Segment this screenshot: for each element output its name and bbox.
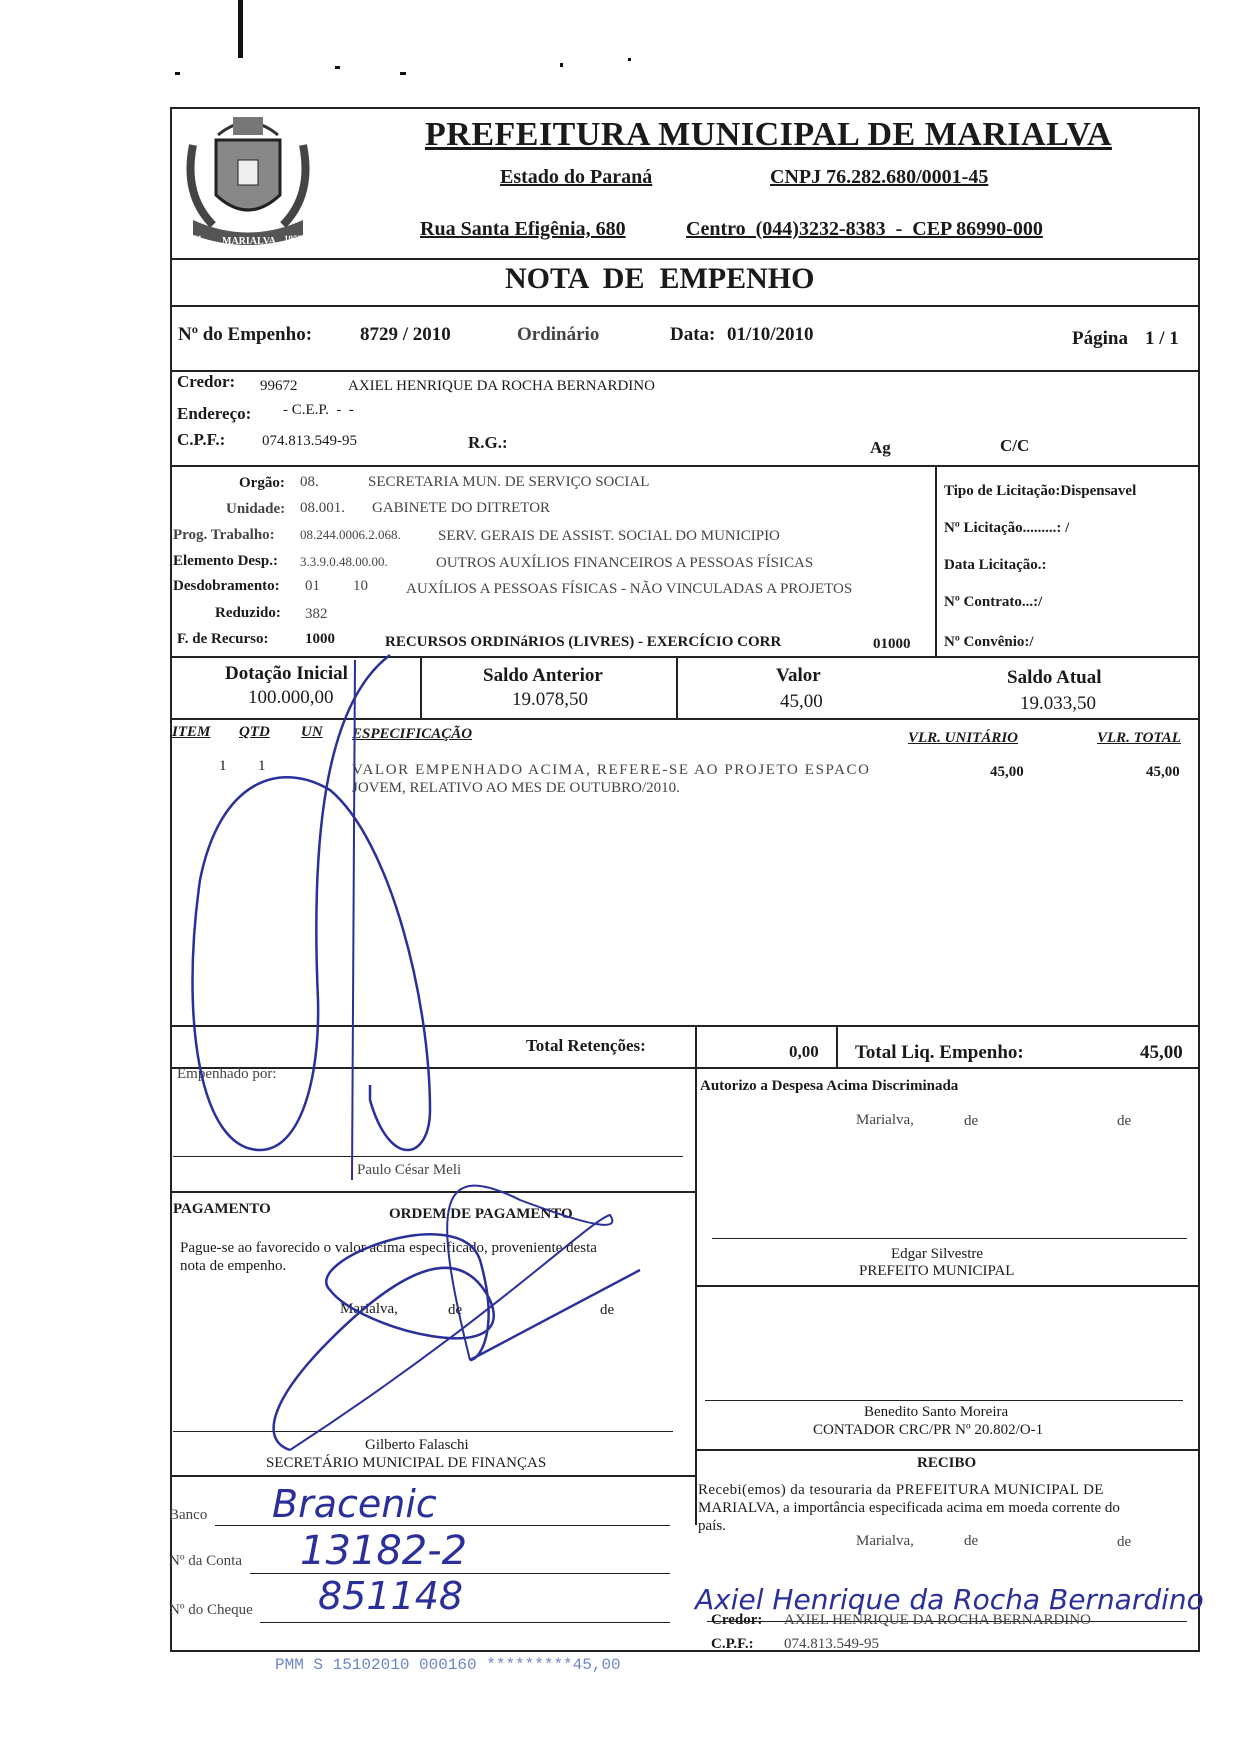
total-retencoes-label: Total Retenções:	[526, 1036, 646, 1055]
reduzido-code: 382	[305, 606, 328, 622]
col-un: UN	[301, 724, 323, 740]
pagamento-label: PAGAMENTO	[173, 1201, 271, 1217]
header-street: Rua Santa Efigênia, 680	[420, 218, 626, 240]
recurso-number: 01000	[873, 636, 911, 652]
numero-convenio: Nº Convênio:/	[944, 634, 1034, 650]
total-retencoes-value: 0,00	[789, 1042, 819, 1061]
total-liquido-label: Total Liq. Empenho:	[855, 1042, 1024, 1063]
seal-text: MARIALVA	[222, 236, 276, 247]
autorizo-de1: de	[964, 1113, 979, 1129]
pagamento-place: Marialva,	[340, 1301, 398, 1317]
recibo-cpf-label: C.P.F.:	[711, 1636, 754, 1652]
ordem-pagamento: ORDEM DE PAGAMENTO	[389, 1206, 573, 1222]
empenho-type: Ordinário	[517, 324, 600, 345]
empenho-date-label: Data:	[670, 324, 716, 345]
pagamento-text2: nota de empenho.	[180, 1258, 287, 1274]
empenho-number: 8729 / 2010	[360, 324, 451, 345]
cc-label: C/C	[1000, 436, 1030, 455]
item-unit-value: 45,00	[990, 764, 1024, 780]
page-label: Página	[1072, 328, 1128, 349]
recibo-credor-name: AXIEL HENRIQUE DA ROCHA BERNARDINO	[784, 1612, 1091, 1628]
header-state: Estado do Paraná	[500, 166, 653, 188]
numero-contrato: Nº Contrato...:/	[944, 594, 1043, 610]
secretario-role: SECRETÁRIO MUNICIPAL DE FINANÇAS	[266, 1455, 547, 1471]
prog-desc: SERV. GERAIS DE ASSIST. SOCIAL DO MUNICIPIO	[438, 528, 780, 544]
scan-mark	[560, 63, 563, 67]
orgao-code: 08.	[300, 474, 319, 490]
endereco-value: - C.E.P. - -	[283, 402, 354, 418]
desdobramento-label: Desdobramento:	[173, 578, 280, 594]
total-liquido-value: 45,00	[1140, 1042, 1183, 1063]
recurso-desc: RECURSOS ORDINáRIOS (LIVRES) - EXERCÍCIO CORR	[385, 634, 782, 650]
header-title: PREFEITURA MUNICIPAL DE MARIALVA	[425, 116, 1112, 153]
scan-mark	[335, 66, 340, 69]
autorizo-place: Marialva,	[856, 1112, 914, 1128]
header-address: Centro (044)3232-8383 - CEP 86990-000	[686, 218, 1043, 240]
col-valor-unitario: VLR. UNITÁRIO	[908, 730, 1019, 746]
numero-licitacao: Nº Licitação.........: /	[944, 520, 1070, 536]
recibo-credor-label: Credor:	[711, 1612, 763, 1628]
pagamento-de1: de	[448, 1302, 463, 1318]
scan-mark	[175, 72, 180, 75]
empenho-number-label: Nº do Empenho:	[178, 324, 313, 345]
orgao-desc: SECRETARIA MUN. DE SERVIÇO SOCIAL	[368, 474, 650, 490]
banco-value: Bracenic	[272, 1482, 437, 1526]
dotacao-value: 100.000,00	[248, 687, 334, 708]
recibo-text1: Recebi(emos) da tesouraria da PREFEITURA MUNICIPAL DE	[698, 1482, 1104, 1498]
credor-label: Credor:	[177, 372, 236, 391]
page-number: 1 / 1	[1145, 328, 1179, 349]
conta-value: 13182-2	[300, 1528, 468, 1574]
empenhado-label: Empenhado por:	[177, 1066, 277, 1082]
item-qtd: 1	[258, 758, 266, 774]
desdobramento-code1: 01	[305, 578, 320, 594]
recibo-de1: de	[964, 1533, 979, 1549]
desdobramento-desc: AUXÍLIOS A PESSOAS FÍSICAS - NÃO VINCULADAS A PROJETOS	[406, 581, 853, 597]
document-title: NOTA DE EMPENHO	[505, 262, 815, 295]
scan-mark	[628, 58, 631, 61]
cpf-label: C.P.F.:	[177, 430, 226, 449]
cpf-value: 074.813.549-95	[262, 433, 357, 449]
recibo-cpf-value: 074.813.549-95	[784, 1636, 879, 1652]
seal-year-left: 1951	[184, 234, 202, 244]
saldo-anterior-value: 19.078,50	[512, 689, 588, 710]
pagamento-de2: de	[600, 1302, 615, 1318]
scan-mark	[400, 72, 406, 75]
col-valor-total: VLR. TOTAL	[1097, 730, 1181, 746]
recibo-text2: MARIALVA, a importância especificada acima em moeda corrente do	[698, 1500, 1120, 1516]
header-cnpj: CNPJ 76.282.680/0001-45	[770, 166, 989, 188]
unidade-desc: GABINETE DO DITRETOR	[372, 500, 551, 516]
credor-name: AXIEL HENRIQUE DA ROCHA BERNARDINO	[348, 378, 655, 394]
ag-label: Ag	[870, 438, 891, 457]
saldo-atual-label: Saldo Atual	[1007, 667, 1102, 688]
col-qtd: QTD	[239, 724, 270, 740]
saldo-anterior-label: Saldo Anterior	[483, 665, 603, 686]
autorizo-title: Autorizo a Despesa Acima Discriminada	[700, 1078, 959, 1094]
contador-name: Benedito Santo Moreira	[864, 1404, 1009, 1420]
reduzido-label: Reduzido:	[215, 605, 281, 621]
unidade-code: 08.001.	[300, 500, 345, 516]
cheque-value: 851148	[318, 1574, 464, 1618]
credor-code: 99672	[260, 378, 298, 394]
dotacao-label: Dotação Inicial	[225, 663, 348, 684]
secretario-name: Gilberto Falaschi	[365, 1437, 469, 1453]
col-especificacao: ESPECIFICAÇÃO	[352, 726, 473, 742]
pagamento-text1: Pague-se ao favorecido o valor acima especificado, proveniente desta	[180, 1240, 597, 1256]
desdobramento-code2: 10	[353, 578, 368, 594]
scan-mark	[238, 0, 243, 58]
banco-label: Banco	[169, 1507, 208, 1523]
saldo-atual-value: 19.033,50	[1020, 693, 1096, 714]
valor-value: 45,00	[780, 691, 823, 712]
municipal-seal	[178, 105, 318, 255]
credor-signature: Axiel Henrique da Rocha Bernardino	[695, 1583, 1204, 1616]
item-desc-line1: VALOR EMPENHADO ACIMA, REFERE-SE AO PROJETO ESPACO	[352, 762, 871, 778]
recurso-label: F. de Recurso:	[177, 631, 269, 647]
item-number: 1	[219, 758, 227, 774]
autorizo-de2: de	[1117, 1113, 1132, 1129]
elemento-code: 3.3.9.0.48.00.00.	[300, 554, 388, 569]
recibo-title: RECIBO	[917, 1455, 977, 1471]
rg-label: R.G.:	[468, 433, 508, 452]
seal-year-right: 1952	[284, 234, 302, 244]
col-item: ITEM	[172, 724, 211, 740]
payment-stamp: PMM S 15102010 000160 *********45,00	[275, 1656, 621, 1674]
prefeito-role: PREFEITO MUNICIPAL	[859, 1263, 1015, 1279]
item-desc-line2: JOVEM, RELATIVO AO MES DE OUTUBRO/2010.	[352, 780, 680, 796]
unidade-label: Unidade:	[226, 501, 286, 517]
contador-role: CONTADOR CRC/PR Nº 20.802/O-1	[813, 1422, 1044, 1438]
conta-label: Nº da Conta	[169, 1553, 242, 1569]
tipo-licitacao: Tipo de Licitação:Dispensavel	[944, 483, 1137, 499]
elemento-desc: OUTROS AUXÍLIOS FINANCEIROS A PESSOAS FÍSICAS	[436, 555, 814, 571]
recibo-text3: país.	[698, 1518, 726, 1534]
elemento-label: Elemento Desp.:	[173, 553, 278, 569]
empenho-date: 01/10/2010	[727, 324, 814, 345]
endereco-label: Endereço:	[177, 404, 252, 423]
orgao-label: Orgão:	[239, 475, 285, 491]
data-licitacao: Data Licitação.:	[944, 557, 1047, 573]
recibo-place: Marialva,	[856, 1533, 914, 1549]
cheque-label: Nº do Cheque	[169, 1602, 253, 1618]
prog-label: Prog. Trabalho:	[173, 527, 275, 543]
valor-label: Valor	[776, 665, 821, 686]
empenhado-name: Paulo César Meli	[357, 1162, 462, 1178]
prog-code: 08.244.0006.2.068.	[300, 527, 401, 542]
item-total-value: 45,00	[1146, 764, 1180, 780]
recibo-de2: de	[1117, 1534, 1132, 1550]
recurso-code: 1000	[305, 631, 335, 647]
prefeito-name: Edgar Silvestre	[891, 1246, 984, 1262]
